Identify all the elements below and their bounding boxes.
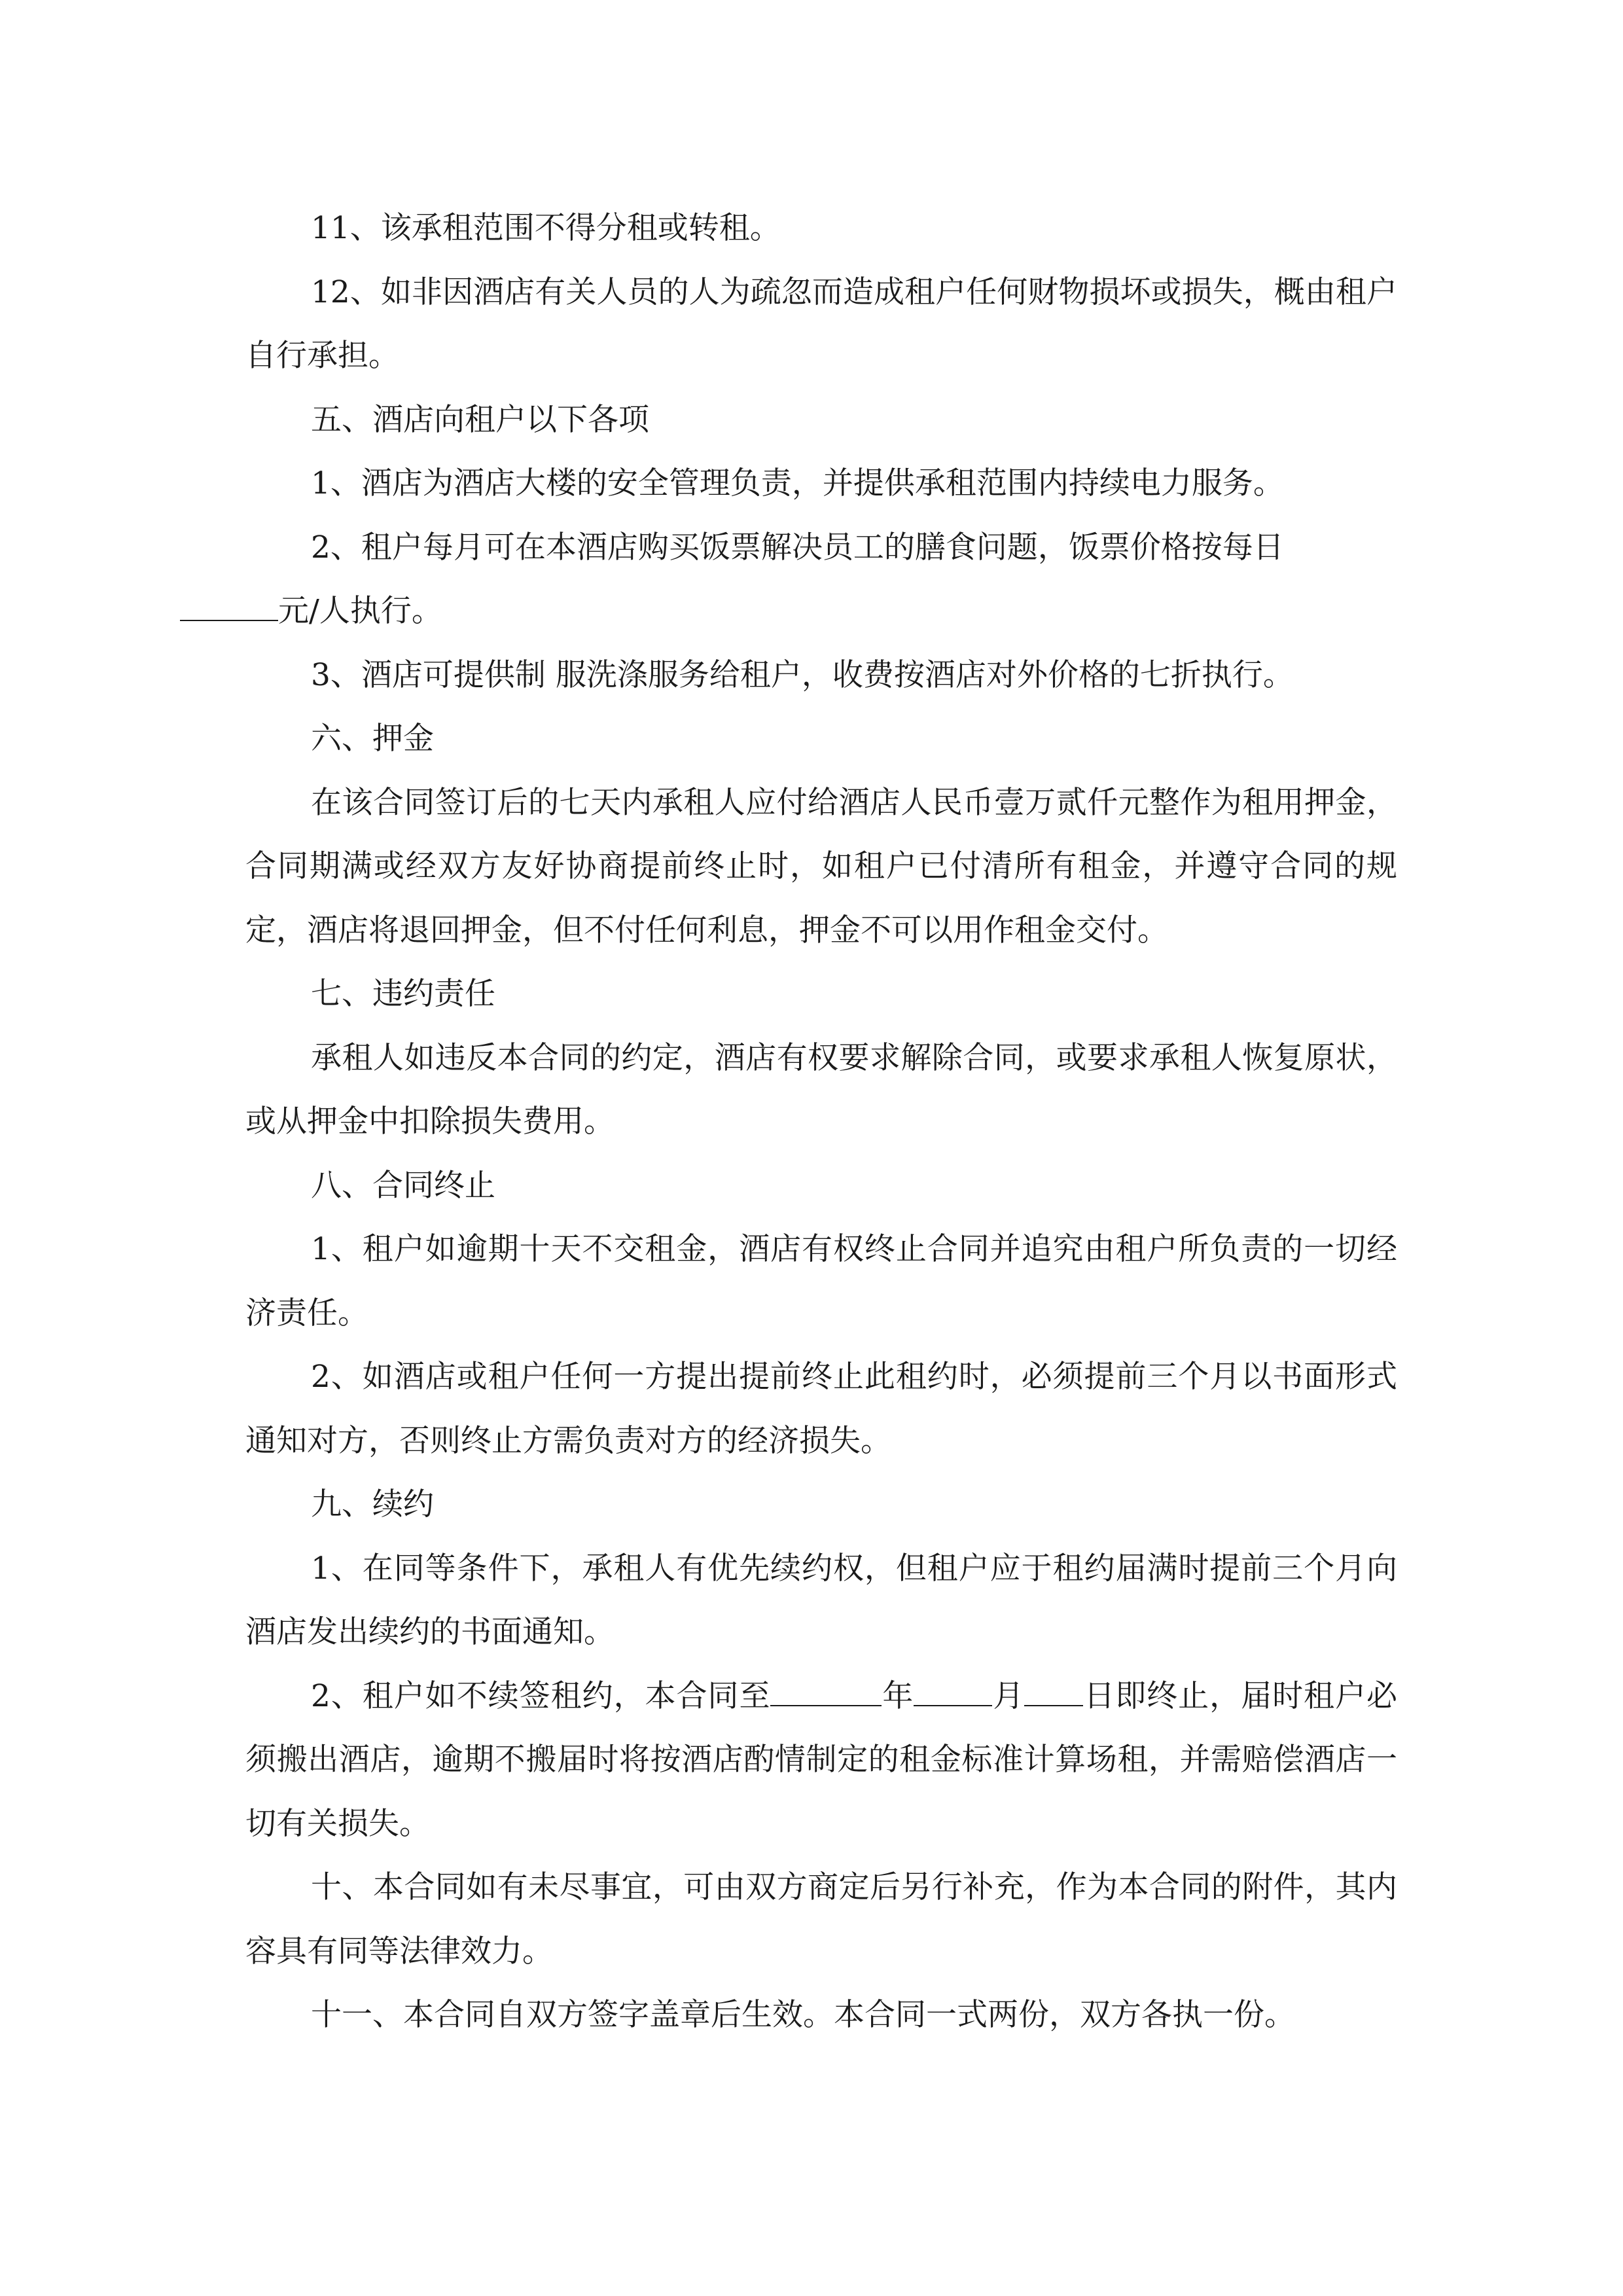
section-8-heading: 八、合同终止 [311, 1167, 495, 1204]
section-7-body: 承租人如违反本合同的约定，酒店有权要求解除合同，或要求承租人恢复原状，或从押金中扣除损失费用。 [245, 1039, 1397, 1139]
renewal-text-part-1: 2、租户如不续签租约，本合同至 [311, 1677, 771, 1714]
section-8-item-1: 1、租户如逾期十天不交租金，酒店有权终止合同并追究由租户所负责的一切经济责任。 [245, 1231, 1397, 1331]
renewal-text-part-2: 日即终止，届时租户必须搬出酒店，逾期不搬届时将按酒店酌情制定的租金标准计算场租，并需赔偿酒店一切有关损失。 [245, 1677, 1397, 1842]
section-5-item-2 [245, 516, 1397, 643]
section-9-item-2 [245, 1664, 1397, 1856]
section-7-heading: 七、违约责任 [311, 976, 495, 1012]
section-5-item-1: 1、酒店为酒店大楼的安全管理负责，并提供承租范围内持续电力服务。 [311, 465, 1284, 501]
section-9-heading: 九、续约 [311, 1486, 434, 1522]
section-5-item-2-tail: 元/人执行。 [278, 593, 442, 629]
section-6-body: 在该合同签订后的七天内承租人应付给酒店人民币壹万贰仟元整作为租用押金，合同期满或经双方友好协商提前终止时，如租户已付清所有租金，并遵守合同的规定，酒店将退回押金，但不付任何利息，押金不可以用作租金交付。 [245, 784, 1397, 948]
section-5-item-2-text: 2、租户每月可在本酒店购买饭票解决员工的膳食问题，饭票价格按每日 [311, 529, 1284, 565]
section-6-heading: 六、押金 [311, 721, 434, 757]
section-10: 十、本合同如有未尽事宜，可由双方商定后另行补充，作为本合同的附件，其内容具有同等法律效力。 [245, 1869, 1397, 1969]
day-blank [1024, 1666, 1083, 1706]
contract-body [245, 196, 1397, 2047]
section-11: 十一、本合同自双方签字盖章后生效。本合同一式两份，双方各执一份。 [311, 1997, 1295, 2033]
clause-11-no-sublet: 11、该承租范围不得分租或转租。 [311, 210, 781, 246]
clause-12-tenant-loss: 12、如非因酒店有关人员的人为疏忽而造成租户任何财物损坏或损失，概由租户自行承担。 [245, 274, 1397, 374]
section-9-item-1: 1、在同等条件下，承租人有优先续约权，但租户应于租约届满时提前三个月向酒店发出续约的书面通知。 [245, 1550, 1397, 1650]
month-blank [914, 1666, 992, 1706]
year-blank [770, 1666, 882, 1706]
section-8-item-2: 2、如酒店或租户任何一方提出提前终止此租约时，必须提前三个月以书面形式通知对方，否则终止方需负责对方的经济损失。 [245, 1359, 1397, 1459]
section-5-heading: 五、酒店向租户以下各项 [311, 401, 649, 438]
section-5-item-3: 3、酒店可提供制 服洗涤服务给租户，收费按酒店对外价格的七折执行。 [311, 656, 1294, 693]
meal-price-blank [180, 581, 278, 621]
renewal-month-label: 月 [992, 1677, 1025, 1714]
renewal-year-label: 年 [882, 1677, 914, 1714]
